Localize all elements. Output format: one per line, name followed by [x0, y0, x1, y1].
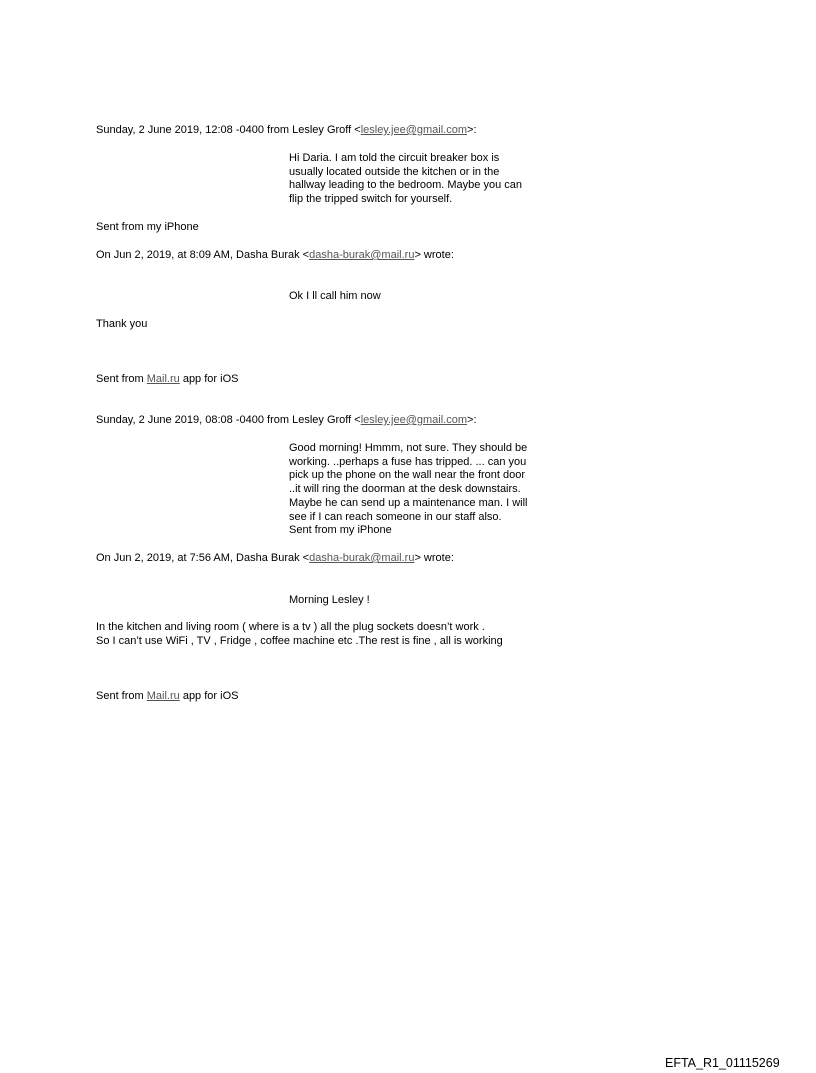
- body-line: pick up the phone on the wall near the front door: [289, 469, 526, 482]
- message-body: [289, 594, 370, 608]
- signature: Sent from my iPhone: [96, 221, 199, 233]
- body-line: Good morning! Hmmm, not sure. They should be: [289, 442, 528, 454]
- message-text: In the kitchen and living room ( where is a tv ) all the plug sockets doesn’t work .: [96, 621, 485, 633]
- message-body: [289, 442, 527, 538]
- header-suffix: > wrote:: [414, 552, 454, 564]
- body-line: Ok I ll call him now: [289, 290, 381, 302]
- message-text: Thank you: [96, 318, 148, 330]
- message-text: So I can’t use WiFi , TV , Fridge , coffee machine etc .The rest is fine , all is working: [96, 635, 503, 647]
- mailru-link[interactable]: Mail.ru: [146, 690, 180, 702]
- body-line: see if I can reach someone in our staff also.: [289, 510, 502, 523]
- message-header: [96, 552, 454, 565]
- body-line: flip the tripped switch for yourself.: [289, 193, 453, 206]
- signature-prefix: Sent from: [96, 373, 147, 385]
- header-prefix: On Jun 2, 2019, at 8:09 AM, Dasha Burak <: [96, 249, 310, 261]
- header-prefix: Sunday, 2 June 2019, 08:08 -0400 from Lesley Groff <: [96, 414, 361, 426]
- header-suffix: >:: [467, 414, 477, 426]
- body-line: Sent from my iPhone: [289, 524, 392, 537]
- body-line: Morning Lesley !: [289, 594, 370, 606]
- message-header: [96, 414, 477, 427]
- message-body: [289, 152, 522, 207]
- signature: [96, 690, 238, 703]
- signature-suffix: app for iOS: [179, 373, 239, 385]
- signature: [96, 373, 238, 386]
- body-line: working. ..perhaps a fuse has tripped. ... can you: [289, 455, 527, 468]
- header-suffix: > wrote:: [414, 249, 454, 261]
- email-link[interactable]: dasha-burak@mail.ru: [309, 552, 415, 564]
- message-header: [96, 249, 454, 262]
- body-line: ..it will ring the doorman at the desk downstairs.: [289, 483, 521, 496]
- body-line: hallway leading to the bedroom. Maybe you can: [289, 179, 522, 192]
- email-link[interactable]: lesley.jee@gmail.com: [360, 414, 468, 426]
- mailru-link[interactable]: Mail.ru: [146, 373, 180, 385]
- signature-prefix: Sent from: [96, 690, 147, 702]
- message-header: [96, 124, 477, 137]
- email-link[interactable]: lesley.jee@gmail.com: [360, 124, 468, 136]
- header-prefix: Sunday, 2 June 2019, 12:08 -0400 from Lesley Groff <: [96, 124, 361, 136]
- header-suffix: >:: [467, 124, 477, 136]
- signature-suffix: app for iOS: [179, 690, 239, 702]
- document-id: EFTA_R1_01115269: [665, 1056, 780, 1070]
- message-body: [289, 290, 381, 304]
- body-line: Hi Daria. I am told the circuit breaker box is: [289, 152, 500, 164]
- body-line: usually located outside the kitchen or in the: [289, 165, 500, 178]
- email-link[interactable]: dasha-burak@mail.ru: [309, 249, 415, 261]
- header-prefix: On Jun 2, 2019, at 7:56 AM, Dasha Burak <: [96, 552, 310, 564]
- body-line: Maybe he can send up a maintenance man. I will: [289, 496, 528, 509]
